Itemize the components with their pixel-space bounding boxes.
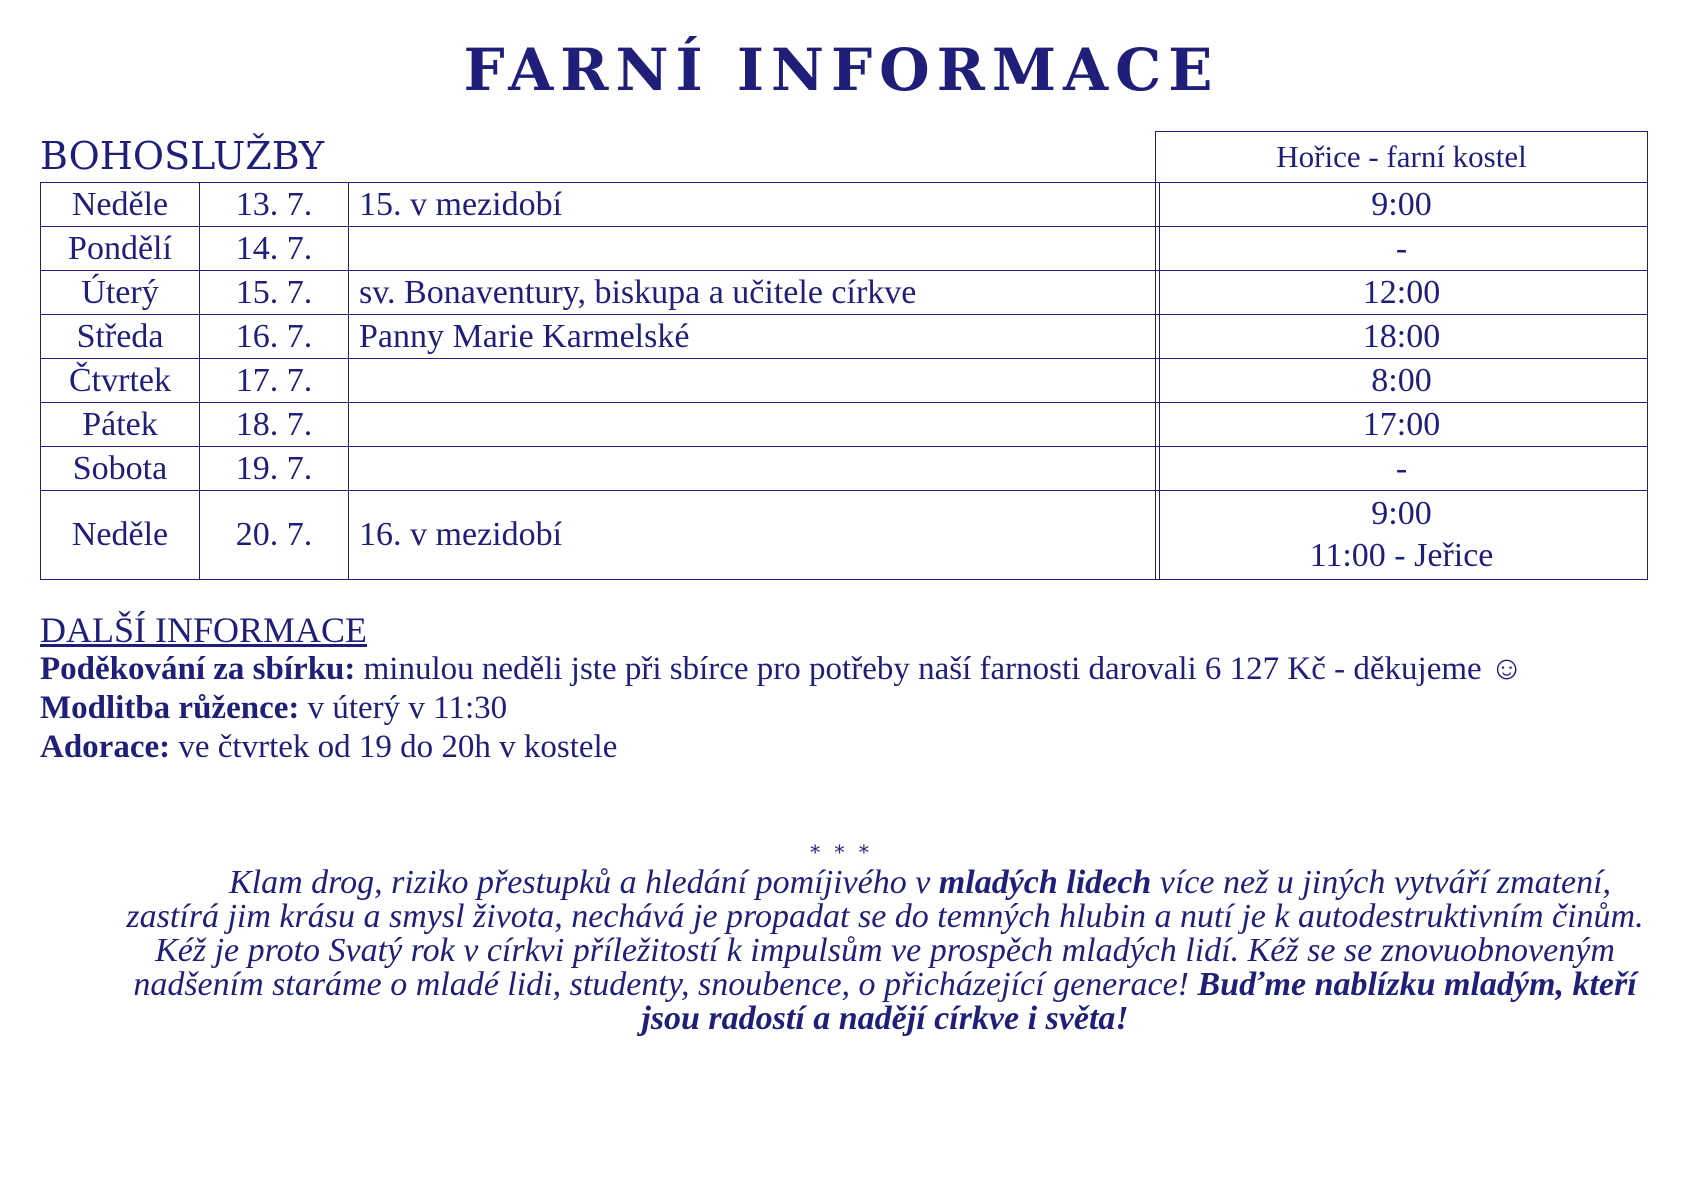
table-row xyxy=(41,315,1160,359)
date-cell: 15. 7. xyxy=(200,271,349,315)
info-label: Poděkování za sbírku: xyxy=(40,651,356,687)
mass-times-table xyxy=(1155,131,1648,580)
table-row xyxy=(41,183,1160,227)
schedule-table xyxy=(40,182,1160,580)
date-cell: 16. 7. xyxy=(200,315,349,359)
day-cell: Pondělí xyxy=(41,227,200,271)
table-row xyxy=(41,227,1160,271)
info-item xyxy=(40,727,1650,766)
feast-cell: Panny Marie Karmelské xyxy=(349,315,1160,359)
location-header: Hořice - farní kostel xyxy=(1156,132,1648,183)
info-text: v úterý v 11:30 xyxy=(299,690,508,726)
quote-emphasis: Buďme nablízku mladým, kteří jsou radostí a nadějí církve i světa! xyxy=(641,966,1637,1037)
time-cell: 17:00 xyxy=(1156,403,1648,447)
day-cell: Středa xyxy=(41,315,200,359)
info-section xyxy=(40,612,1650,766)
info-item xyxy=(40,649,1650,688)
time-cell: - xyxy=(1156,447,1648,491)
time-line: 11:00 - Jeřice xyxy=(1309,537,1494,574)
time-row xyxy=(1156,315,1648,359)
separator: * * * xyxy=(810,840,873,864)
info-text: minulou neděli jste při sbírce pro potřeby naší farnosti darovali 6 127 Kč - děkujeme ☺ xyxy=(355,651,1524,687)
info-label: Modlitba růžence: xyxy=(40,690,300,726)
time-cell: 8:00 xyxy=(1156,359,1648,403)
time-cell: - xyxy=(1156,227,1648,271)
table-row xyxy=(41,403,1160,447)
date-cell: 17. 7. xyxy=(200,359,349,403)
time-row xyxy=(1156,183,1648,227)
time-row xyxy=(1156,491,1648,580)
feast-cell: 16. v mezidobí xyxy=(349,491,1160,580)
time-cell: 18:00 xyxy=(1156,315,1648,359)
table-row xyxy=(41,447,1160,491)
time-cell: 9:00 xyxy=(1156,183,1648,227)
date-cell: 14. 7. xyxy=(200,227,349,271)
info-item xyxy=(40,688,1650,727)
quote-emphasis: mladých lidech xyxy=(938,864,1152,901)
time-row xyxy=(1156,359,1648,403)
time-line: 9:00 xyxy=(1371,495,1432,532)
time-cell: 12:00 xyxy=(1156,271,1648,315)
day-cell: Neděle xyxy=(41,183,200,227)
time-row xyxy=(1156,447,1648,491)
day-cell: Pátek xyxy=(41,403,200,447)
quote-text: více než u jiných vytváří zmatení, zastírá jim krásu a smysl života, nechává je propadat se do temných hlubin a nutí je k autodestruktivním činům. Kéž je proto Svatý rok v církvi příležitostí k impulsům ve prospěch mladých lidí. Kéž se se znovuobnoveným nadšením staráme o mladé lidi, studenty, snoubence, o přicházející generace! xyxy=(126,864,1644,1003)
time-row xyxy=(1156,403,1648,447)
table-row xyxy=(41,359,1160,403)
date-cell: 18. 7. xyxy=(200,403,349,447)
services-heading: BOHOSLUŽBY xyxy=(40,134,325,178)
day-cell: Neděle xyxy=(41,491,200,580)
table-row xyxy=(41,271,1160,315)
quote-paragraph xyxy=(120,866,1650,1036)
info-heading: DALŠÍ INFORMACE xyxy=(40,610,368,650)
date-cell: 19. 7. xyxy=(200,447,349,491)
day-cell: Čtvrtek xyxy=(41,359,200,403)
info-label: Adorace: xyxy=(40,729,171,765)
time-row xyxy=(1156,271,1648,315)
feast-cell xyxy=(349,227,1160,271)
feast-cell xyxy=(349,403,1160,447)
date-cell: 20. 7. xyxy=(200,491,349,580)
feast-cell xyxy=(349,359,1160,403)
time-row xyxy=(1156,227,1648,271)
date-cell: 13. 7. xyxy=(200,183,349,227)
table-row xyxy=(41,491,1160,580)
info-text: ve čtvrtek od 19 do 20h v kostele xyxy=(170,729,618,765)
time-cell xyxy=(1156,491,1648,580)
day-cell: Úterý xyxy=(41,271,200,315)
feast-cell: 15. v mezidobí xyxy=(349,183,1160,227)
feast-cell xyxy=(349,447,1160,491)
quote-text: Klam drog, riziko přestupků a hledání pomíjivého v xyxy=(228,864,939,901)
feast-cell: sv. Bonaventury, biskupa a učitele církve xyxy=(349,271,1160,315)
page-title: FARNÍ INFORMACE xyxy=(463,36,1220,104)
day-cell: Sobota xyxy=(41,447,200,491)
